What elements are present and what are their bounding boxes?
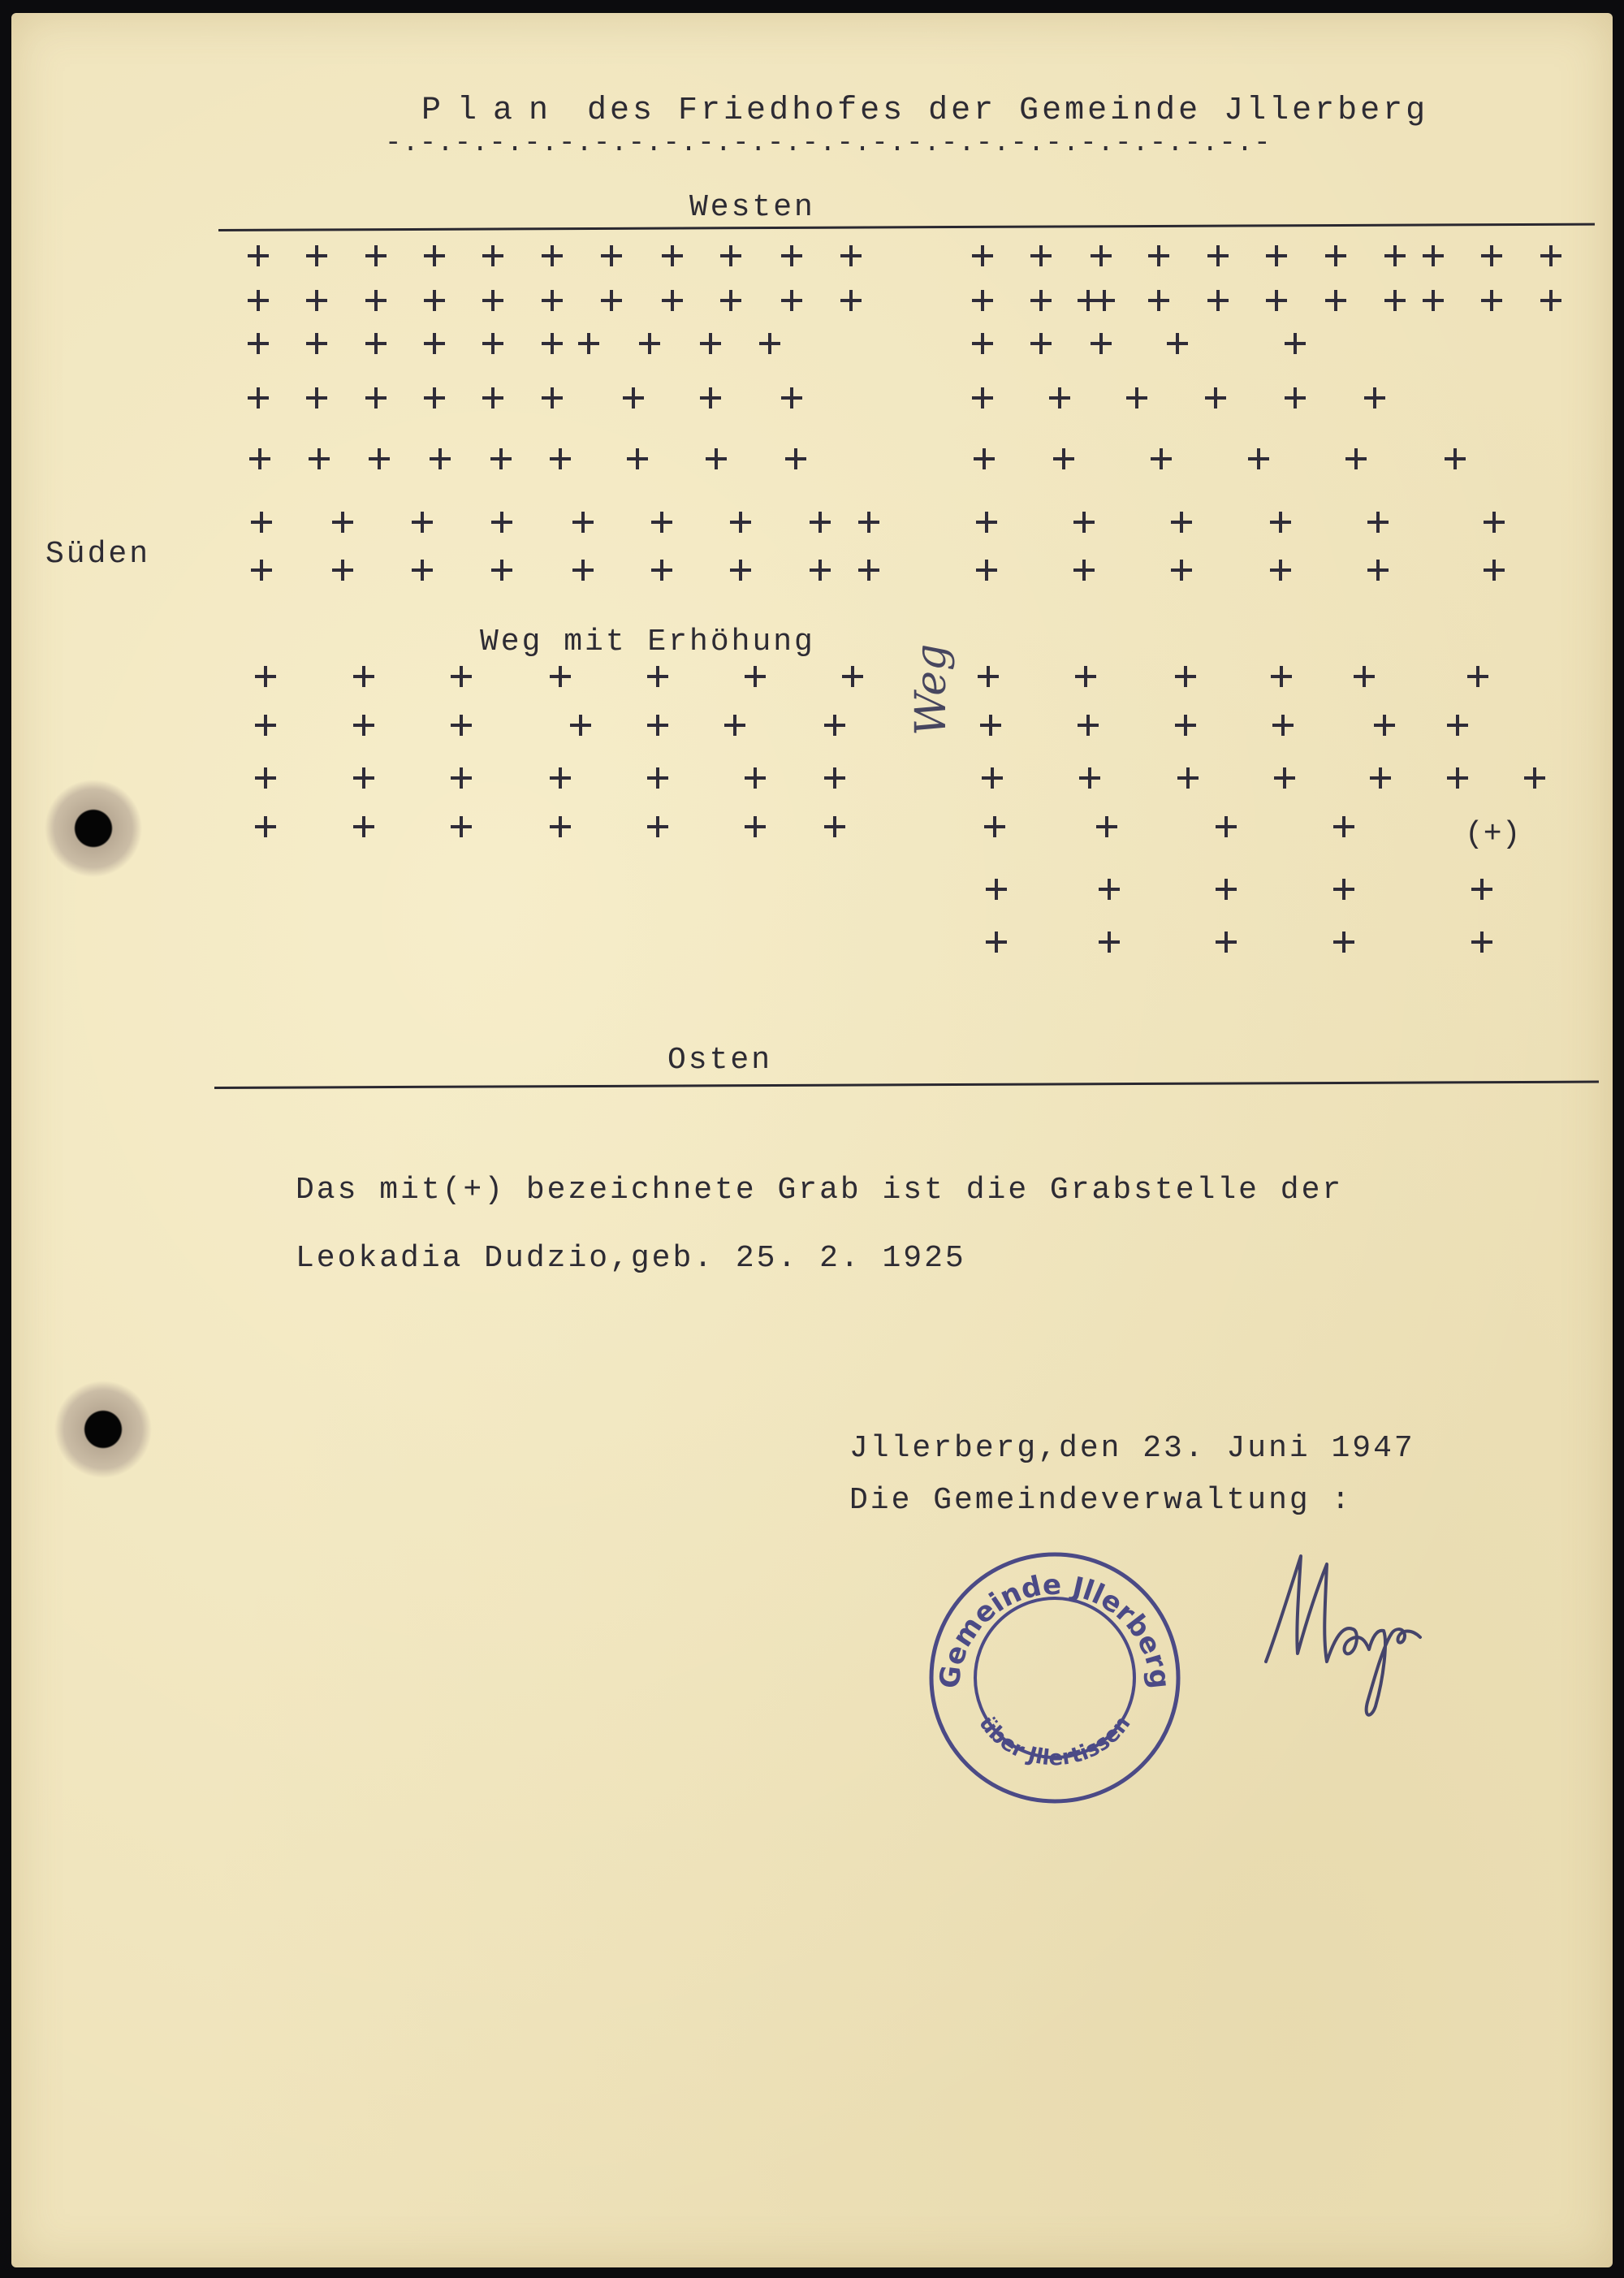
grave-cross: [781, 290, 802, 311]
grave-cross: [1423, 290, 1444, 311]
grave-cross: [251, 512, 272, 533]
grave-cross: [1333, 816, 1354, 837]
grave-cross: [306, 333, 327, 354]
grave-cross: [651, 560, 672, 581]
grave-cross: [249, 448, 270, 469]
grave-cross: [601, 290, 622, 311]
grave-cross: [978, 666, 999, 687]
authority: Die Gemeindeverwaltung :: [849, 1483, 1353, 1518]
grave-cross: [1096, 816, 1117, 837]
grave-cross: [810, 512, 831, 533]
grave-cross: [972, 245, 993, 266]
grave-cross: [550, 767, 571, 789]
grave-cross: [451, 816, 472, 837]
grave-cross: [482, 245, 503, 266]
grave-cross: [482, 387, 503, 408]
marked-grave: (+): [1465, 817, 1521, 852]
grave-cross: [1325, 290, 1346, 311]
grave-cross: [1126, 387, 1147, 408]
place-date: Jllerberg,den 23. Juni 1947: [849, 1431, 1415, 1466]
grave-cross: [542, 290, 563, 311]
grave-cross: [248, 333, 269, 354]
grave-cross: [578, 333, 599, 354]
grave-cross: [1370, 767, 1391, 789]
grave-cross: [309, 448, 330, 469]
grave-cross: [700, 387, 721, 408]
grave-cross: [1167, 333, 1188, 354]
grave-cross: [1271, 666, 1292, 687]
grave-cross: [700, 333, 721, 354]
grave-cross: [824, 816, 845, 837]
grave-cross: [1272, 715, 1294, 736]
grave-cross: [639, 333, 660, 354]
grave-cross: [1484, 512, 1505, 533]
grave-cross: [986, 879, 1007, 900]
grave-cross: [976, 512, 997, 533]
grave-cross: [840, 245, 862, 266]
grave-cross: [353, 767, 374, 789]
grave-cross: [1091, 245, 1112, 266]
grave-cross: [332, 512, 353, 533]
grave-cross: [720, 245, 741, 266]
grave-cross: [724, 715, 745, 736]
grave-cross: [647, 666, 668, 687]
compass-east-label: Osten: [667, 1043, 773, 1078]
grave-cross: [572, 512, 594, 533]
official-seal-stamp: [925, 1548, 1185, 1808]
grave-cross: [1171, 512, 1192, 533]
compass-west-label: Westen: [689, 190, 815, 225]
west-boundary-line: [218, 223, 1595, 231]
grave-cross: [1471, 879, 1492, 900]
grave-cross: [810, 560, 831, 581]
grave-cross: [570, 715, 591, 736]
grave-cross: [1333, 879, 1354, 900]
grave-cross: [1148, 245, 1169, 266]
grave-cross: [759, 333, 780, 354]
grave-cross: [365, 387, 387, 408]
grave-cross: [986, 932, 1007, 953]
grave-cross: [982, 767, 1003, 789]
grave-cross: [840, 290, 862, 311]
grave-cross: [1094, 290, 1115, 311]
grave-cross: [1484, 560, 1505, 581]
grave-cross: [1524, 767, 1545, 789]
grave-cross: [1367, 512, 1389, 533]
grave-cross: [1270, 560, 1291, 581]
grave-cross: [1285, 387, 1306, 408]
grave-cross: [647, 816, 668, 837]
grave-cross: [1345, 448, 1367, 469]
grave-cross: [662, 245, 683, 266]
grave-cross: [1216, 932, 1237, 953]
grave-cross: [353, 715, 374, 736]
grave-cross: [1099, 932, 1120, 953]
grave-cross: [781, 245, 802, 266]
grave-cross: [412, 512, 433, 533]
grave-cross: [1266, 290, 1287, 311]
grave-cross: [858, 560, 879, 581]
grave-cross: [1447, 715, 1468, 736]
grave-cross: [976, 560, 997, 581]
grave-cross: [1148, 290, 1169, 311]
grave-cross: [1384, 290, 1406, 311]
grave-cross: [1216, 879, 1237, 900]
grave-cross: [1073, 560, 1095, 581]
grave-cross: [451, 666, 472, 687]
grave-cross: [1171, 560, 1192, 581]
grave-cross: [1540, 245, 1561, 266]
svg-text:Weg: Weg: [907, 643, 956, 736]
grave-cross: [1364, 387, 1385, 408]
grave-cross: [1030, 290, 1052, 311]
grave-cross: [1030, 333, 1052, 354]
grave-cross: [412, 560, 433, 581]
grave-cross: [424, 245, 445, 266]
grave-cross: [550, 448, 571, 469]
svg-text:Gemeinde Jllerberg: Gemeinde Jllerberg: [933, 1568, 1177, 1691]
grave-cross: [1175, 715, 1196, 736]
grave-cross: [491, 560, 512, 581]
grave-cross: [255, 816, 276, 837]
grave-cross: [984, 816, 1005, 837]
grave-cross: [255, 767, 276, 789]
grave-cross: [306, 245, 327, 266]
grave-cross: [858, 512, 879, 533]
grave-cross: [980, 715, 1001, 736]
grave-cross: [1270, 512, 1291, 533]
path-label: Weg mit Erhöhung: [480, 625, 815, 659]
grave-cross: [1467, 666, 1488, 687]
grave-cross: [1481, 245, 1502, 266]
grave-cross: [1447, 767, 1468, 789]
grave-cross: [365, 333, 387, 354]
grave-cross: [1274, 767, 1295, 789]
grave-cross: [651, 512, 672, 533]
punch-hole-upper: [45, 780, 142, 877]
grave-cross: [306, 290, 327, 311]
grave-cross: [647, 767, 668, 789]
grave-cross: [1207, 245, 1229, 266]
grave-cross: [491, 512, 512, 533]
grave-cross: [647, 715, 668, 736]
grave-cross: [251, 560, 272, 581]
grave-cross: [542, 245, 563, 266]
grave-cross: [1175, 666, 1196, 687]
grave-cross: [1078, 715, 1099, 736]
grave-cross: [972, 290, 993, 311]
grave-cross: [824, 767, 845, 789]
grave-cross: [1079, 767, 1100, 789]
grave-cross: [550, 666, 571, 687]
grave-cross: [424, 387, 445, 408]
grave-cross: [482, 333, 503, 354]
grave-cross: [248, 387, 269, 408]
compass-south-label: Süden: [45, 537, 151, 572]
grave-cross: [745, 767, 766, 789]
grave-cross: [1325, 245, 1346, 266]
grave-cross: [972, 387, 993, 408]
grave-cross: [1248, 448, 1269, 469]
grave-cross: [1216, 816, 1237, 837]
grave-cross: [1205, 387, 1226, 408]
east-boundary-line: [214, 1081, 1599, 1089]
grave-cross: [1091, 333, 1112, 354]
grave-cross: [1423, 245, 1444, 266]
grave-cross: [1481, 290, 1502, 311]
grave-cross: [1471, 932, 1492, 953]
document-page: [11, 13, 1613, 2267]
grave-cross: [353, 666, 374, 687]
note-line-1: Das mit(+) bezeichnete Grab ist die Grabstelle der: [296, 1173, 1344, 1208]
grave-cross: [1073, 512, 1095, 533]
grave-cross: [248, 290, 269, 311]
grave-cross: [1151, 448, 1172, 469]
grave-cross: [1053, 448, 1074, 469]
path-vertical-label: [901, 626, 974, 740]
grave-cross: [1367, 560, 1389, 581]
grave-cross: [1285, 333, 1306, 354]
grave-cross: [1207, 290, 1229, 311]
svg-text:über Jllertissen: über Jllertissen: [974, 1711, 1136, 1771]
grave-cross: [542, 333, 563, 354]
grave-cross: [1099, 879, 1120, 900]
grave-cross: [332, 560, 353, 581]
grave-cross: [365, 290, 387, 311]
grave-cross: [550, 816, 571, 837]
grave-cross: [662, 290, 683, 311]
grave-cross: [424, 290, 445, 311]
grave-cross: [255, 715, 276, 736]
grave-cross: [1354, 666, 1375, 687]
signature-mayer: [1262, 1540, 1424, 1727]
title-rest: des Friedhofes der Gemeinde Jllerberg: [587, 93, 1429, 129]
grave-cross: [974, 448, 995, 469]
grave-cross: [627, 448, 648, 469]
grave-cross: [306, 387, 327, 408]
grave-cross: [572, 560, 594, 581]
grave-cross: [1540, 290, 1561, 311]
grave-cross: [353, 816, 374, 837]
grave-cross: [365, 245, 387, 266]
grave-cross: [451, 767, 472, 789]
grave-cross: [1384, 245, 1406, 266]
grave-cross: [1075, 666, 1096, 687]
grave-cross: [730, 512, 751, 533]
grave-cross: [1030, 245, 1052, 266]
title-word: Plan: [421, 93, 565, 129]
grave-cross: [745, 816, 766, 837]
grave-cross: [482, 290, 503, 311]
grave-cross: [706, 448, 727, 469]
grave-cross: [824, 715, 845, 736]
grave-cross: [720, 290, 741, 311]
title-underline: -.-.-.-.-.-.-.-.-.-.-.-.-.-.-.-.-.-.-.-.-.-.-.-.-.-: [385, 128, 1272, 159]
grave-cross: [1445, 448, 1466, 469]
grave-cross: [781, 387, 802, 408]
grave-cross: [248, 245, 269, 266]
grave-cross: [255, 666, 276, 687]
grave-cross: [490, 448, 512, 469]
grave-cross: [542, 387, 563, 408]
grave-cross: [972, 333, 993, 354]
grave-cross: [842, 666, 863, 687]
grave-cross: [1374, 715, 1395, 736]
grave-cross: [369, 448, 390, 469]
grave-cross: [745, 666, 766, 687]
grave-cross: [1049, 387, 1070, 408]
grave-cross: [1266, 245, 1287, 266]
document-title: [421, 93, 1428, 129]
punch-hole-lower: [54, 1381, 152, 1478]
grave-cross: [1177, 767, 1199, 789]
grave-cross: [430, 448, 451, 469]
grave-cross: [451, 715, 472, 736]
note-line-2: Leokadia Dudzio,geb. 25. 2. 1925: [296, 1241, 966, 1276]
grave-cross: [1333, 932, 1354, 953]
grave-cross: [601, 245, 622, 266]
grave-cross: [785, 448, 806, 469]
grave-cross: [424, 333, 445, 354]
grave-cross: [730, 560, 751, 581]
grave-cross: [623, 387, 644, 408]
